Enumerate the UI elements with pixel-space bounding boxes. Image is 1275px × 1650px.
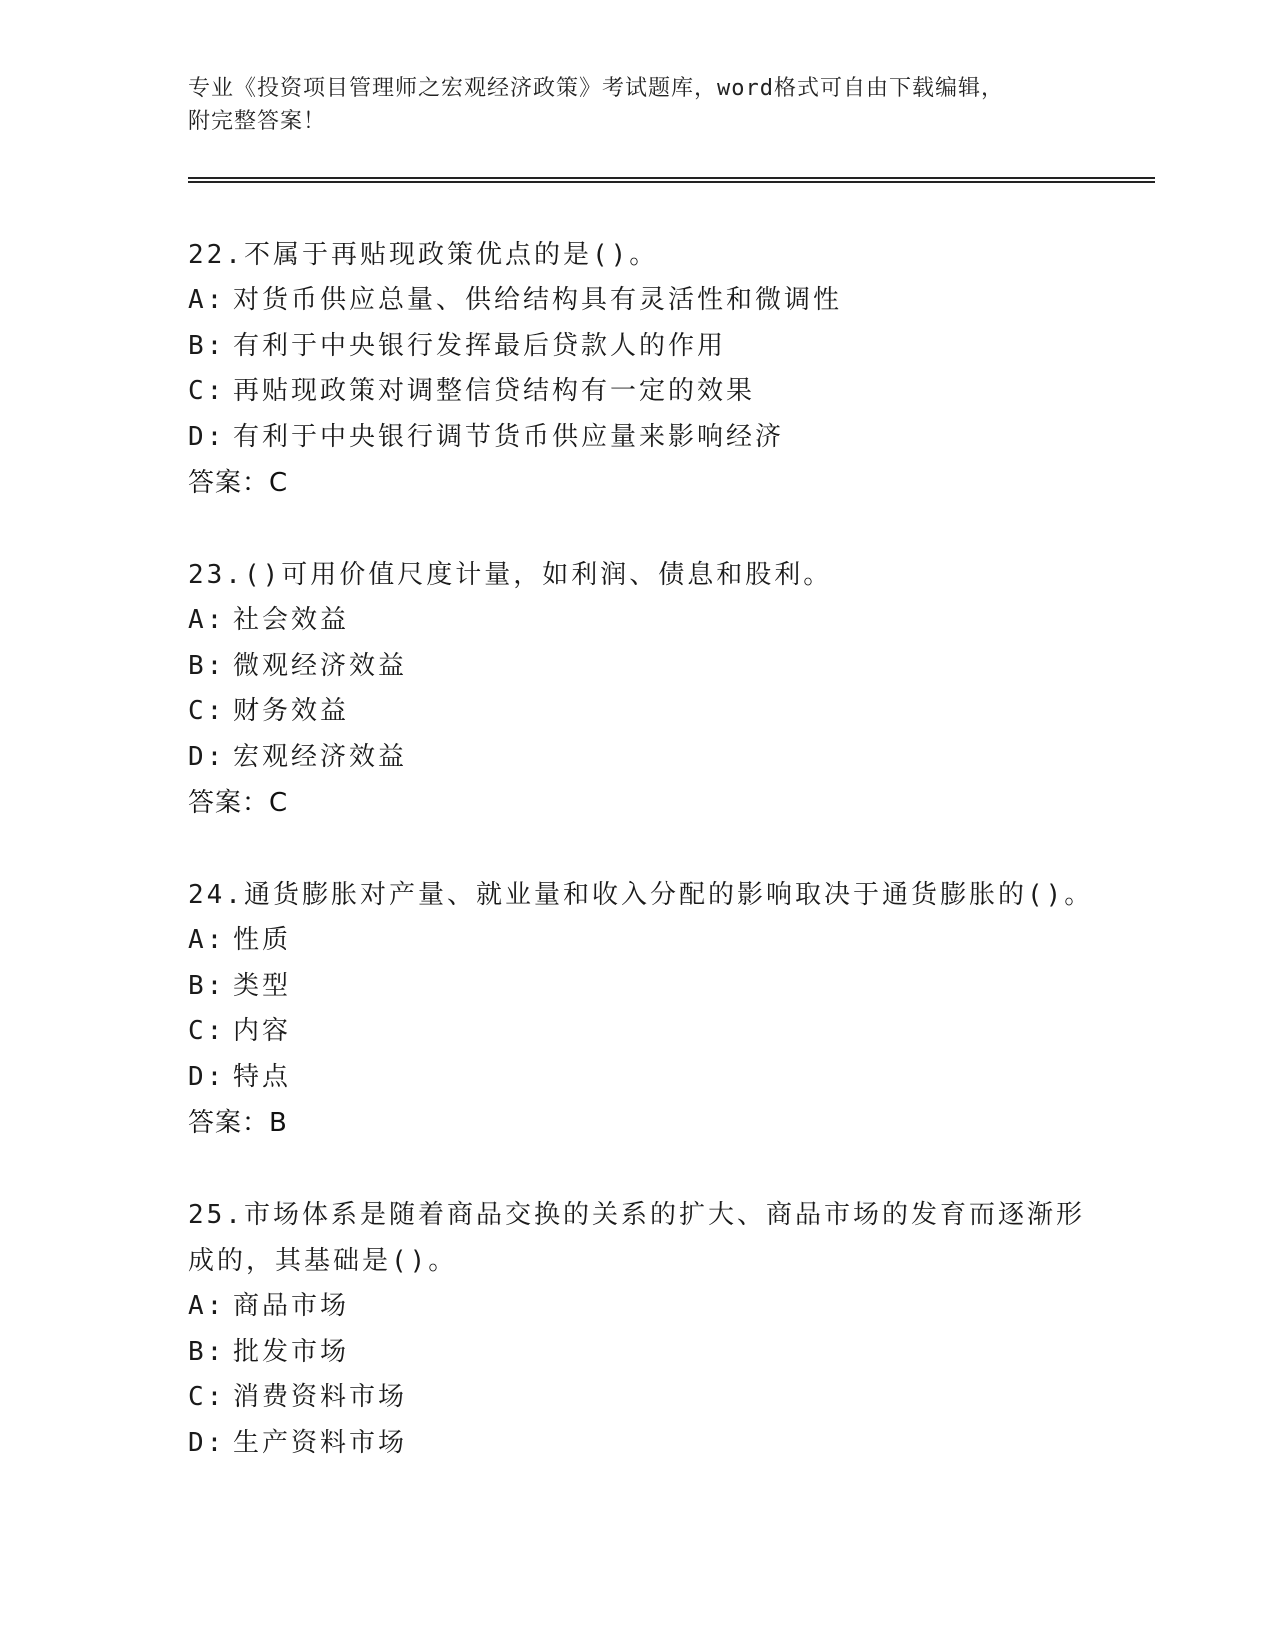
- option-b: [188, 324, 1108, 370]
- option-c: [188, 369, 1108, 415]
- question-stem: 24.通货膨胀对产量、就业量和收入分配的影响取决于通货膨胀的()。: [188, 880, 1094, 910]
- option-key: B:: [188, 1336, 226, 1367]
- option-c: [188, 1375, 1108, 1421]
- option-b: [188, 964, 1108, 1010]
- header-line-1: 专业《投资项目管理师之宏观经济政策》考试题库，word格式可自由下载编辑，: [188, 76, 1004, 101]
- option-text: 性质: [233, 925, 292, 955]
- header-line-2: 附完整答案！: [188, 109, 327, 134]
- answer-line: 答案：B: [188, 1108, 288, 1138]
- option-key: D:: [188, 1427, 226, 1458]
- option-d: [188, 1055, 1108, 1101]
- option-text: 有利于中央银行调节货币供应量来影响经济: [233, 421, 785, 452]
- option-key: C:: [188, 1016, 226, 1046]
- header-divider-top: [188, 177, 1155, 179]
- option-key: C:: [188, 376, 226, 406]
- option-key: A:: [188, 605, 226, 635]
- option-d: [188, 1421, 1108, 1467]
- question-stem: 22.不属于再贴现政策优点的是()。: [188, 240, 659, 270]
- option-a: [188, 918, 1108, 964]
- option-text: 再贴现政策对调整信贷结构有一定的效果: [233, 376, 756, 406]
- option-text: 批发市场: [233, 1336, 350, 1367]
- header-divider-bottom: [188, 181, 1155, 183]
- option-text: 消费资料市场: [233, 1382, 408, 1412]
- option-key: A:: [188, 1291, 226, 1321]
- option-b: [188, 644, 1108, 690]
- option-key: D:: [188, 741, 226, 772]
- option-a: [188, 278, 1108, 324]
- option-b: [188, 1330, 1108, 1376]
- option-text: 财务效益: [233, 696, 350, 726]
- document-header: [188, 72, 1068, 138]
- option-text: 宏观经济效益: [233, 741, 408, 772]
- answer-line: 答案：C: [188, 468, 289, 498]
- option-key: D:: [188, 1061, 226, 1092]
- question-stem: 23.()可用价值尺度计量，如利润、债息和股利。: [188, 560, 833, 590]
- option-d: [188, 415, 1108, 461]
- option-text: 类型: [233, 970, 292, 1001]
- question-25: [188, 1192, 1108, 1466]
- option-text: 社会效益: [233, 605, 350, 635]
- option-key: B:: [188, 330, 226, 361]
- option-text: 生产资料市场: [233, 1427, 408, 1458]
- question-23: [188, 552, 1108, 826]
- option-key: B:: [188, 970, 226, 1001]
- option-a: [188, 598, 1108, 644]
- question-stem: 25.市场体系是随着商品交换的关系的扩大、商品市场的发育而逐渐形成的，其基础是()。: [188, 1200, 1085, 1276]
- question-24: [188, 872, 1108, 1146]
- option-key: A:: [188, 285, 226, 315]
- option-d: [188, 735, 1108, 781]
- option-key: B:: [188, 650, 226, 681]
- option-key: C:: [188, 696, 226, 726]
- option-c: [188, 1009, 1108, 1055]
- option-text: 对货币供应总量、供给结构具有灵活性和微调性: [233, 285, 843, 315]
- option-text: 特点: [233, 1061, 292, 1092]
- option-key: D:: [188, 421, 226, 452]
- option-text: 商品市场: [233, 1291, 350, 1321]
- option-key: A:: [188, 925, 226, 955]
- option-text: 有利于中央银行发挥最后贷款人的作用: [233, 330, 727, 361]
- option-text: 内容: [233, 1016, 292, 1046]
- option-text: 微观经济效益: [233, 650, 408, 681]
- question-22: [188, 232, 1108, 506]
- option-a: [188, 1284, 1108, 1330]
- option-c: [188, 689, 1108, 735]
- answer-line: 答案：C: [188, 788, 289, 818]
- option-key: C:: [188, 1382, 226, 1412]
